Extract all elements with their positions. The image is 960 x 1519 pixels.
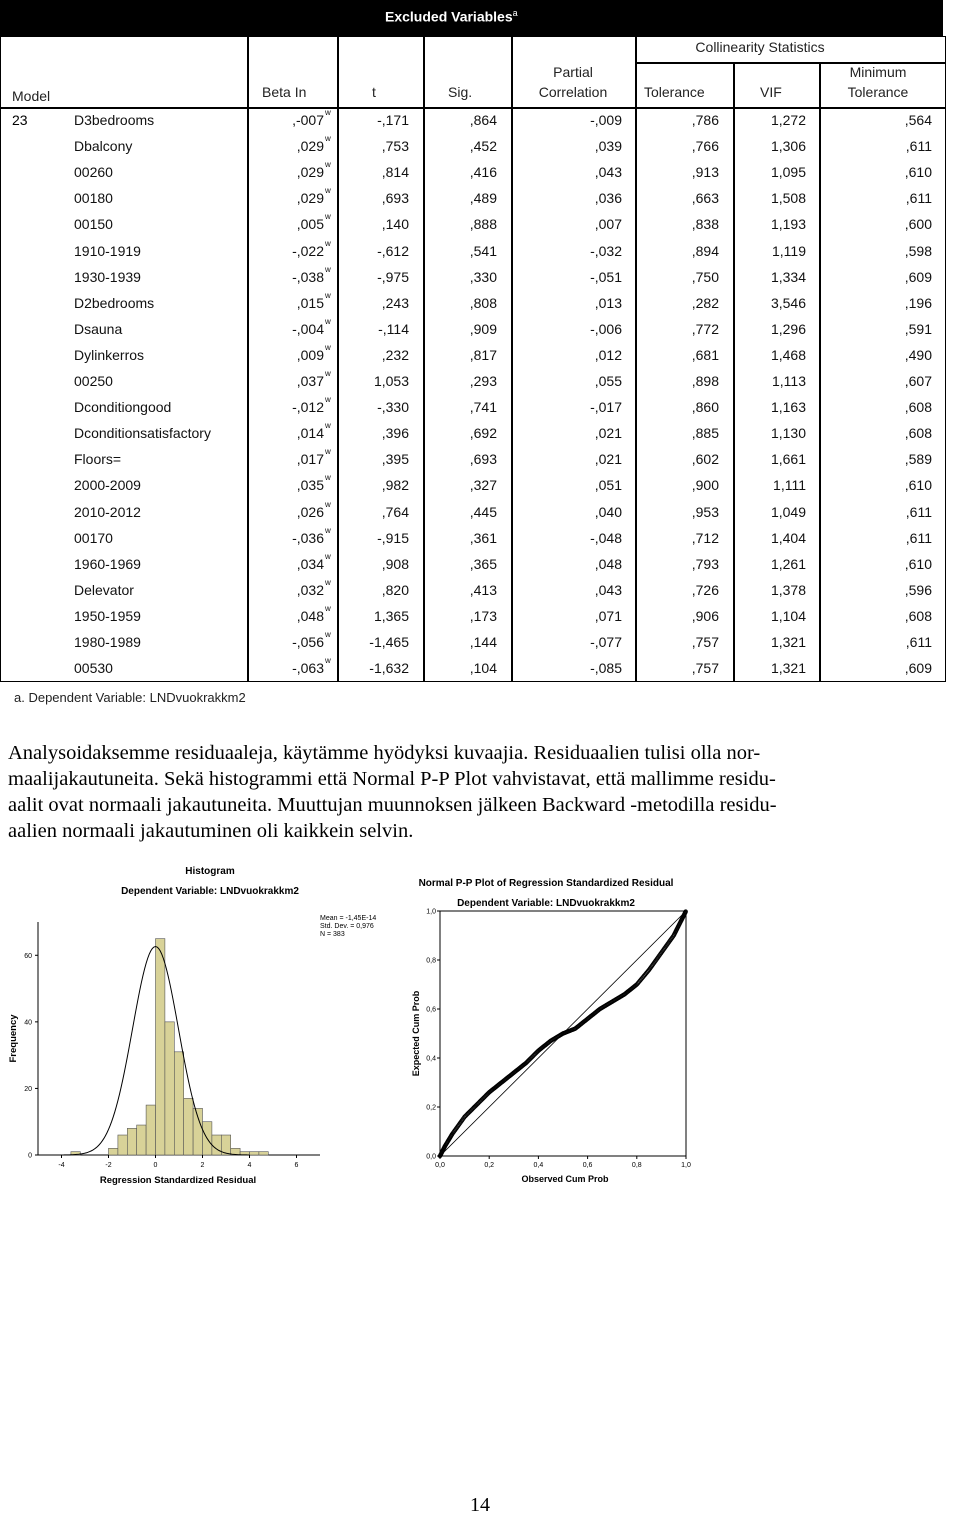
cell-mintol: ,608 [904, 399, 932, 416]
cell-vif: 1,306 [770, 138, 806, 155]
cell-mintol: ,564 [904, 112, 932, 128]
cell-t: ,982 [381, 477, 409, 494]
cell-partial: ,021 [594, 425, 622, 442]
histogram-bar [156, 939, 165, 1155]
table-row [0, 473, 946, 499]
cell-vif: 1,508 [770, 190, 806, 207]
cell-tol: ,906 [691, 607, 719, 624]
beta-footnote-mark: w [325, 447, 331, 457]
cell-var: 00250 [74, 373, 113, 389]
cell-tol: ,766 [691, 138, 719, 155]
cell-vif: 1,404 [770, 529, 806, 546]
cell-tol: ,953 [691, 503, 719, 520]
cell-beta: ,014 [296, 425, 324, 442]
beta-footnote-mark: w [325, 421, 331, 431]
pp-y-tick-label: 0,2 [426, 1104, 436, 1112]
cell-mintol: ,611 [905, 634, 932, 650]
cell-vif: 1,321 [770, 660, 806, 677]
cell-partial: ,055 [594, 373, 622, 389]
cell-tol: ,712 [691, 529, 719, 546]
table-row [0, 134, 946, 160]
histogram-bar [184, 1098, 193, 1155]
cell-mintol: ,598 [904, 242, 932, 259]
cell-partial: ,021 [594, 451, 622, 468]
cell-vif: 1,119 [772, 242, 806, 259]
cell-mintol: ,611 [905, 138, 932, 155]
cell-sig: ,327 [469, 477, 497, 494]
cell-beta: -,056 [292, 634, 324, 650]
cell-t: 1,053 [373, 373, 409, 389]
table-row [0, 186, 946, 212]
cell-sig: ,361 [469, 529, 497, 546]
cell-partial: ,071 [594, 607, 622, 624]
paragraph-line: aalit ovat normaali jakautuneita. Muuttujan muunnoksen jälkeen Backward -metodilla residu- [8, 794, 777, 816]
cell-sig: ,445 [469, 503, 497, 520]
cell-sig: ,909 [469, 320, 497, 337]
cell-sig: ,416 [469, 164, 497, 181]
table-title-footnote-mark: a [512, 8, 518, 18]
table-row [0, 212, 946, 238]
cell-vif: 1,661 [770, 451, 806, 468]
histogram-bar [259, 1152, 268, 1155]
cell-beta: ,035 [296, 477, 324, 494]
histogram-x-tick-label: -4 [58, 1162, 65, 1169]
cell-partial: ,012 [594, 346, 622, 363]
cell-tol: ,750 [691, 268, 719, 285]
cell-t: -,114 [378, 320, 409, 337]
histogram-subtitle: Dependent Variable: LNDvuokrakkm2 [121, 886, 299, 897]
cell-beta: ,029 [296, 190, 324, 207]
cell-partial: -,077 [590, 634, 622, 650]
header-min-tolerance-line1: Minimum [849, 64, 907, 80]
cell-tol: ,602 [691, 451, 719, 468]
cell-sig: ,808 [469, 294, 497, 311]
pp-y-tick-label: 0,0 [426, 1153, 436, 1161]
beta-footnote-mark: w [325, 551, 331, 561]
pp-x-tick-label: 0,6 [582, 1162, 593, 1169]
cell-var: 1910-1919 [74, 242, 141, 259]
cell-sig: ,692 [469, 425, 497, 442]
beta-footnote-mark: w [325, 342, 331, 352]
header-beta-in: Beta In [262, 84, 307, 100]
histogram-x-tick-label: -2 [105, 1162, 112, 1169]
cell-sig: ,293 [469, 373, 497, 389]
cell-partial: ,051 [594, 477, 622, 494]
histogram-x-tick-label: 2 [200, 1162, 205, 1169]
beta-footnote-mark: w [325, 577, 331, 587]
cell-t: ,908 [381, 555, 409, 572]
beta-footnote-mark: w [325, 186, 331, 196]
paragraph-line: aalien normaali jakautuminen oli kaikkein selvin. [8, 820, 414, 842]
cell-partial: -,032 [590, 242, 622, 259]
cell-sig: ,144 [469, 634, 497, 650]
cell-vif: 1,193 [770, 216, 806, 233]
histogram-bar [137, 1125, 146, 1155]
cell-mintol: ,610 [904, 555, 932, 572]
table-header [0, 36, 946, 108]
cell-beta: -,038 [292, 268, 324, 285]
histogram-y-tick-label: 20 [24, 1085, 32, 1093]
table-row [0, 656, 946, 682]
cell-vif: 3,546 [770, 294, 806, 311]
beta-footnote-mark: w [325, 499, 331, 509]
cell-t: ,753 [381, 138, 409, 155]
cell-mintol: ,611 [905, 529, 932, 546]
table-title-bar [0, 0, 943, 36]
paragraph-line: maalijakautuneita. Sekä histogrammi että Normal P-P Plot vahvistavat, että mallimme residu- [8, 768, 776, 790]
table-row [0, 291, 946, 317]
pp-y-label: Expected Cum Prob [411, 990, 421, 1077]
table-row [0, 447, 946, 473]
beta-footnote-mark: w [325, 525, 331, 535]
cell-mintol: ,611 [905, 503, 932, 520]
cell-vif: 1,049 [770, 503, 806, 520]
beta-footnote-mark: w [325, 108, 331, 117]
header-collinearity-statistics: Collinearity Statistics [695, 39, 825, 55]
cell-sig: ,864 [469, 112, 497, 128]
beta-footnote-mark: w [325, 473, 331, 483]
histogram-stat: Std. Dev. = 0,976 [320, 923, 374, 930]
cell-vif: 1,111 [773, 477, 806, 494]
cell-beta: -,004 [292, 320, 324, 337]
cell-vif: 1,272 [770, 112, 806, 128]
cell-tol: ,757 [691, 634, 719, 650]
cell-partial: ,036 [594, 190, 622, 207]
cell-partial: ,043 [594, 581, 622, 598]
table-row [0, 526, 946, 552]
pp-x-tick-label: 0,0 [435, 1162, 445, 1169]
histogram-y-tick-label: 40 [24, 1019, 32, 1027]
table-row [0, 343, 946, 369]
table-row [0, 500, 946, 526]
table-row [0, 369, 946, 395]
cell-mintol: ,591 [904, 320, 932, 337]
beta-footnote-mark: w [325, 212, 331, 222]
cell-mintol: ,608 [904, 425, 932, 442]
histogram-stat: Mean = -1,45E-14 [320, 915, 377, 922]
header-cell-t [337, 36, 425, 108]
cell-t: ,814 [381, 164, 409, 181]
cell-sig: ,173 [469, 607, 497, 624]
table-body [0, 108, 946, 682]
cell-vif: 1,321 [770, 634, 806, 650]
histogram-y-label: Frequency [8, 1014, 19, 1063]
cell-beta: ,029 [296, 138, 324, 155]
cell-tol: ,838 [691, 216, 719, 233]
pp-subtitle: Dependent Variable: LNDvuokrakkm2 [457, 898, 635, 909]
beta-footnote-mark: w [325, 290, 331, 300]
histogram-x-tick-label: 6 [294, 1162, 299, 1169]
pp-title: Normal P-P Plot of Regression Standardized Residual [418, 878, 674, 889]
cell-sig: ,104 [469, 660, 497, 677]
cell-mintol: ,608 [904, 607, 932, 624]
beta-footnote-mark: w [325, 160, 331, 170]
header-t: t [372, 84, 376, 100]
cell-mintol: ,609 [904, 268, 932, 285]
cell-mintol: ,610 [904, 164, 932, 181]
cell-beta: ,048 [296, 607, 324, 624]
cell-var: D2bedrooms [74, 294, 155, 311]
table-row [0, 552, 946, 578]
cell-sig: ,413 [469, 581, 497, 598]
table-footnote: a. Dependent Variable: LNDvuokrakkm2 [14, 690, 246, 705]
cell-sig: ,365 [469, 555, 497, 572]
cell-tol: ,913 [691, 164, 719, 181]
cell-tol: ,772 [691, 320, 719, 337]
beta-footnote-mark: w [325, 238, 331, 248]
cell-t: -,915 [377, 529, 409, 546]
cell-t: -,975 [377, 268, 409, 285]
cell-var: D3bedrooms [74, 112, 155, 128]
cell-partial: ,007 [594, 216, 622, 233]
histogram-x-tick-label: 4 [247, 1162, 252, 1169]
header-tolerance: Tolerance [644, 84, 705, 100]
histogram-bar [146, 1105, 155, 1155]
cell-beta: ,037 [296, 373, 324, 389]
histogram-title: Histogram [185, 866, 235, 877]
histogram-bar [118, 1135, 127, 1155]
histogram-bar [109, 1148, 118, 1155]
header-partial-line1: Partial [553, 64, 593, 80]
tolerance-vif-divider [733, 62, 735, 108]
pp-x-tick-label: 0,4 [533, 1162, 544, 1169]
beta-footnote-mark: w [325, 656, 331, 666]
header-sig: Sig. [448, 84, 473, 100]
cell-var: Dylinkerros [74, 346, 145, 363]
cell-var: Dsauna [74, 320, 123, 337]
cell-mintol: ,607 [904, 373, 932, 389]
cell-vif: 1,261 [770, 555, 806, 572]
cell-mintol: ,610 [904, 477, 932, 494]
cell-vif: 1,296 [770, 320, 806, 337]
cell-t: -1,465 [369, 634, 409, 650]
histogram-y-tick-label: 0 [28, 1152, 32, 1160]
table-row [0, 395, 946, 421]
cell-var: 1950-1959 [74, 607, 141, 624]
cell-var: 1980-1989 [74, 634, 141, 650]
cell-beta: ,026 [296, 503, 324, 520]
histogram-y-tick-label: 60 [24, 952, 32, 960]
pp-y-tick-label: 0,4 [426, 1055, 436, 1063]
cell-t: ,140 [381, 216, 409, 233]
cell-var: Delevator [74, 581, 134, 598]
cell-mintol: ,596 [904, 581, 932, 598]
cell-var: 2010-2012 [74, 503, 141, 520]
cell-beta: ,-007 [292, 112, 324, 128]
cell-partial: -,006 [590, 320, 622, 337]
pp-x-tick-label: 0,2 [484, 1162, 495, 1169]
histogram-x-label: Regression Standardized Residual [99, 1175, 257, 1186]
cell-beta: ,017 [296, 451, 324, 468]
header-vif: VIF [760, 84, 782, 100]
header-model: Model [12, 88, 51, 104]
cell-beta: ,029 [296, 164, 324, 181]
cell-beta: -,012 [292, 399, 324, 416]
table-row [0, 604, 946, 630]
paragraph-line: Analysoidaksemme residuaaleja, käytämme hyödyksi kuvaajia. Residuaalien tulisi olla nor- [8, 742, 761, 764]
cell-beta: ,009 [296, 346, 324, 363]
table-row [0, 630, 946, 656]
cell-var: 00180 [74, 190, 113, 207]
cell-tol: ,860 [691, 399, 719, 416]
cell-beta: ,005 [296, 216, 324, 233]
cell-var: Dconditionsatisfactory [74, 425, 211, 442]
cell-vif: 1,113 [772, 373, 806, 389]
cell-partial: ,039 [594, 138, 622, 155]
cell-mintol: ,589 [904, 451, 932, 468]
table-row [0, 421, 946, 447]
cell-t: ,243 [381, 294, 409, 311]
cell-vif: 1,378 [770, 581, 806, 598]
cell-mintol: ,196 [904, 294, 932, 311]
page-number: 14 [470, 1494, 490, 1516]
cell-mintol: ,600 [904, 216, 932, 233]
histogram-bar [212, 1135, 221, 1155]
cell-partial: -,009 [590, 112, 622, 128]
beta-footnote-mark: w [325, 369, 331, 378]
cell-beta: ,015 [296, 294, 324, 311]
histogram-stat: N = 383 [320, 931, 345, 938]
cell-tol: ,894 [691, 242, 719, 259]
cell-t: ,764 [381, 503, 409, 520]
cell-partial: -,085 [590, 660, 622, 677]
table-row [0, 108, 946, 134]
cell-t: -,612 [377, 242, 409, 259]
cell-var: Dconditiongood [74, 399, 172, 416]
cell-var: 1930-1939 [74, 268, 141, 285]
cell-partial: ,048 [594, 555, 622, 572]
cell-tol: ,793 [691, 555, 719, 572]
cell-mintol: ,609 [904, 660, 932, 677]
model-number: 23 [12, 112, 28, 128]
cell-sig: ,741 [469, 399, 497, 416]
cell-mintol: ,611 [905, 190, 932, 207]
cell-var: 00260 [74, 164, 113, 181]
pp-x-tick-label: 0,8 [631, 1162, 642, 1169]
histogram-bar [165, 1022, 174, 1155]
cell-t: 1,365 [373, 607, 409, 624]
beta-footnote-mark: w [325, 630, 331, 639]
cell-vif: 1,163 [770, 399, 806, 416]
body-paragraph [8, 740, 952, 844]
cell-var: 1960-1969 [74, 555, 141, 572]
cell-sig: ,817 [469, 346, 497, 363]
cell-beta: ,034 [296, 555, 324, 572]
table-title: Excluded Variables$^a$ [385, 8, 518, 25]
cell-t: ,693 [381, 190, 409, 207]
table-row [0, 578, 946, 604]
cell-tol: ,663 [691, 190, 719, 207]
cell-var: Floors= [74, 451, 122, 468]
pp-plot-svg [400, 872, 720, 1192]
cell-mintol: ,490 [904, 346, 932, 363]
beta-footnote-mark: w [325, 395, 331, 405]
cell-vif: 1,468 [770, 346, 806, 363]
beta-footnote-mark: w [325, 603, 331, 613]
table-row [0, 265, 946, 291]
table-row [0, 160, 946, 186]
histogram-x-tick-label: 0 [153, 1162, 158, 1169]
pp-y-tick-label: 0,8 [426, 957, 436, 965]
cell-t: -1,632 [369, 660, 409, 677]
pp-plot-chart [400, 872, 720, 1192]
cell-var: 00530 [74, 660, 113, 677]
pp-x-tick-label: 1,0 [681, 1162, 691, 1169]
cell-beta: -,063 [292, 660, 324, 677]
header-min-tolerance-line2: Tolerance [847, 84, 909, 100]
cell-partial: -,051 [590, 268, 622, 285]
cell-sig: ,888 [469, 216, 497, 233]
pp-y-tick-label: 1,0 [426, 908, 436, 916]
cell-t: -,330 [377, 399, 409, 416]
cell-t: -,171 [377, 112, 409, 128]
header-partial-line2: Correlation [538, 84, 608, 100]
beta-footnote-mark: w [325, 316, 331, 326]
histogram-svg [0, 860, 400, 1190]
cell-partial: ,013 [594, 294, 622, 311]
cell-vif: 1,130 [770, 425, 806, 442]
cell-partial: -,017 [590, 399, 622, 416]
cell-sig: ,693 [469, 451, 497, 468]
cell-sig: ,489 [469, 190, 497, 207]
cell-beta: ,032 [296, 581, 324, 598]
cell-beta: -,022 [292, 242, 324, 259]
histogram-bar [250, 1152, 259, 1155]
table-row [0, 239, 946, 265]
histogram-bar [127, 1128, 136, 1155]
cell-var: Dbalcony [74, 138, 133, 155]
cell-var: 00150 [74, 216, 113, 233]
cell-t: ,395 [381, 451, 409, 468]
cell-tol: ,898 [691, 373, 719, 389]
pp-y-tick-label: 0,6 [426, 1006, 436, 1014]
cell-tol: ,900 [691, 477, 719, 494]
cell-sig: ,452 [469, 138, 497, 155]
cell-vif: 1,095 [770, 164, 806, 181]
beta-footnote-mark: w [325, 134, 331, 144]
table-row [0, 317, 946, 343]
cell-tol: ,885 [691, 425, 719, 442]
cell-sig: ,541 [469, 242, 497, 259]
cell-t: ,232 [381, 346, 409, 363]
cell-partial: -,048 [590, 529, 622, 546]
cell-var: 00170 [74, 529, 113, 546]
cell-partial: ,043 [594, 164, 622, 181]
cell-partial: ,040 [594, 503, 622, 520]
cell-vif: 1,334 [770, 268, 806, 285]
cell-tol: ,786 [691, 112, 719, 128]
cell-t: ,820 [381, 581, 409, 598]
histogram-chart [0, 860, 400, 1190]
cell-beta: -,036 [292, 529, 324, 546]
cell-tol: ,681 [691, 346, 719, 363]
histogram-bar [174, 1052, 183, 1155]
cell-tol: ,282 [691, 294, 719, 311]
cell-sig: ,330 [469, 268, 497, 285]
cell-var: 2000-2009 [74, 477, 141, 494]
cell-vif: 1,104 [770, 607, 806, 624]
beta-footnote-mark: w [325, 264, 331, 274]
cell-t: ,396 [381, 425, 409, 442]
cell-tol: ,726 [691, 581, 719, 598]
pp-x-label: Observed Cum Prob [521, 1174, 609, 1184]
cell-tol: ,757 [691, 660, 719, 677]
